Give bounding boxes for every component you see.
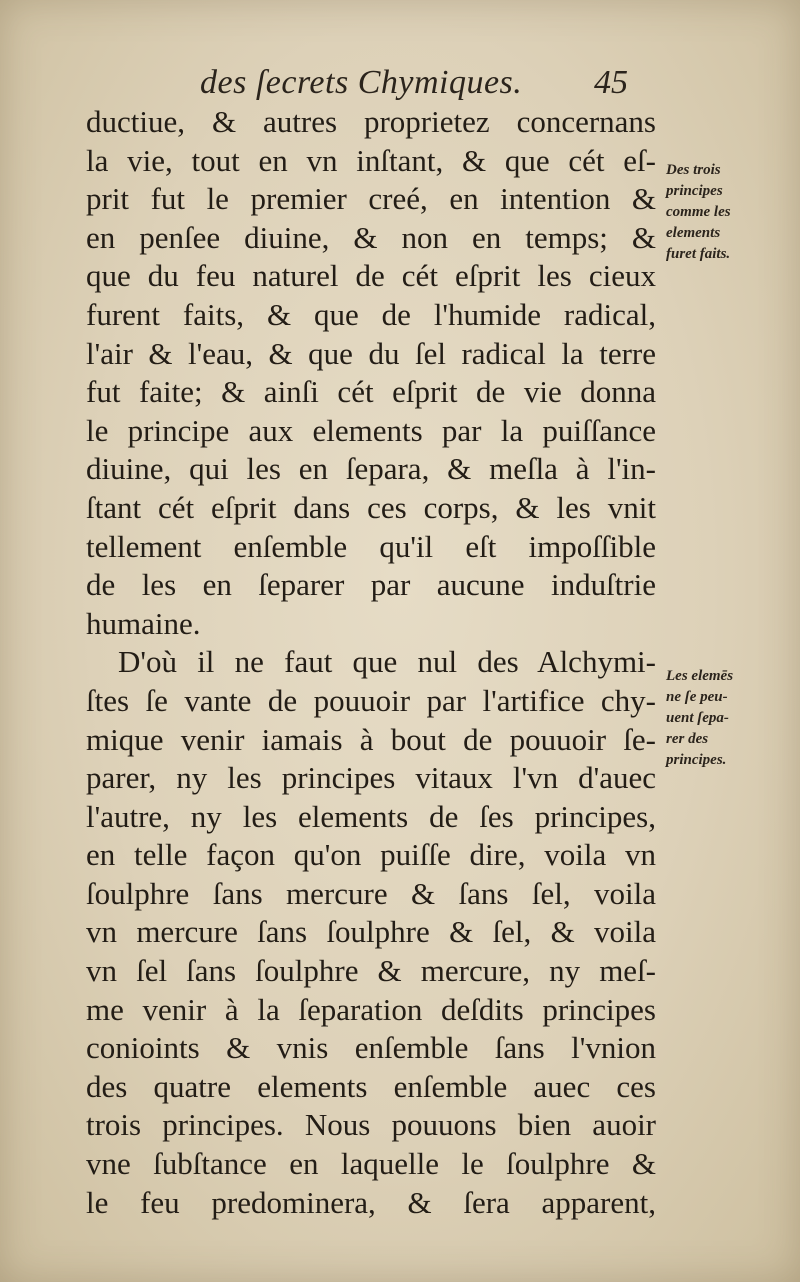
text-line: fut faite; & ainſi cét eſprit de vie donna — [86, 374, 656, 410]
text-line: que du feu naturel de cét eſprit les cieux — [86, 258, 656, 294]
text-line: prit fut le premier creé, en intention & — [86, 181, 656, 217]
text-line: furent faits, & que de l'humide radical, — [86, 296, 656, 332]
margin-note-line: ne ſe peu- — [666, 689, 728, 705]
text-line: ductiue, & autres proprietez concernans — [86, 104, 656, 139]
text-line: tellement enſemble qu'il eſt impoſſible — [86, 528, 656, 564]
text-line: vne ſubſtance en laquelle le ſoulphre & — [86, 1146, 656, 1182]
text-line: conioints & vnis enſemble ſans l'vnion — [86, 1030, 656, 1066]
text-line: l'autre, ny les elements de ſes principes, — [86, 798, 656, 834]
margin-note-line: Les elemēs — [666, 668, 734, 684]
text-line: le principe aux elements par la puiſſance — [86, 412, 656, 448]
text-line: le feu predominera, & ſera apparent, — [86, 1184, 656, 1220]
text-line: me venir à la ſeparation deſdits principes — [86, 991, 656, 1027]
margin-note-line: elements — [666, 225, 721, 241]
text-line: la vie, tout en vn inſtant, & que cét eſ- — [86, 142, 656, 178]
text-line: D'où il ne faut que nul des Alchymi- — [118, 644, 656, 680]
text-line: vn ſel ſans ſoulphre & mercure, ny meſ- — [86, 953, 656, 989]
margin-note-line: Des trois — [666, 162, 721, 178]
margin-note-line: comme les — [666, 204, 731, 220]
text-line: trois principes. Nous pouuons bien auoir — [86, 1107, 656, 1143]
text-line: en penſee diuine, & non en temps; & — [86, 219, 656, 255]
text-line: des quatre elements enſemble auec ces — [86, 1068, 656, 1104]
page-header — [0, 62, 800, 108]
margin-note-principles — [666, 160, 796, 265]
margin-note-line: rer des — [666, 731, 709, 747]
main-text-block — [86, 103, 656, 1222]
running-title: des ſecrets Chymiques. — [200, 64, 523, 101]
text-line: diuine, qui les en ſepara, & meſla à l'in- — [86, 451, 656, 487]
page-number: 45 — [594, 64, 628, 101]
margin-note-line: principes. — [666, 752, 727, 768]
text-line: en telle façon qu'on puiſſe dire, voila vn — [86, 837, 656, 873]
margin-note-line: furet faits. — [666, 246, 731, 262]
text-line: l'air & l'eau, & que du ſel radical la terre — [86, 335, 656, 371]
text-line: ſtant cét eſprit dans ces corps, & les vnit — [86, 489, 656, 525]
text-line: parer, ny les principes vitaux l'vn d'auec — [86, 760, 656, 796]
margin-note-line: principes — [666, 183, 723, 199]
text-line: humaine. — [86, 605, 201, 641]
text-line: mique venir iamais à bout de pouuoir ſe- — [86, 721, 656, 757]
margin-note-line: uent ſepa- — [666, 710, 729, 726]
text-line: vn mercure ſans ſoulphre & ſel, & voila — [86, 914, 656, 950]
text-line: ſoulphre ſans mercure & ſans ſel, voila — [86, 875, 656, 911]
text-line: de les en ſeparer par aucune induſtrie — [86, 567, 656, 603]
margin-note-elements — [666, 666, 796, 771]
text-line: ſtes ſe vante de pouuoir par l'artifice chy- — [86, 682, 656, 718]
